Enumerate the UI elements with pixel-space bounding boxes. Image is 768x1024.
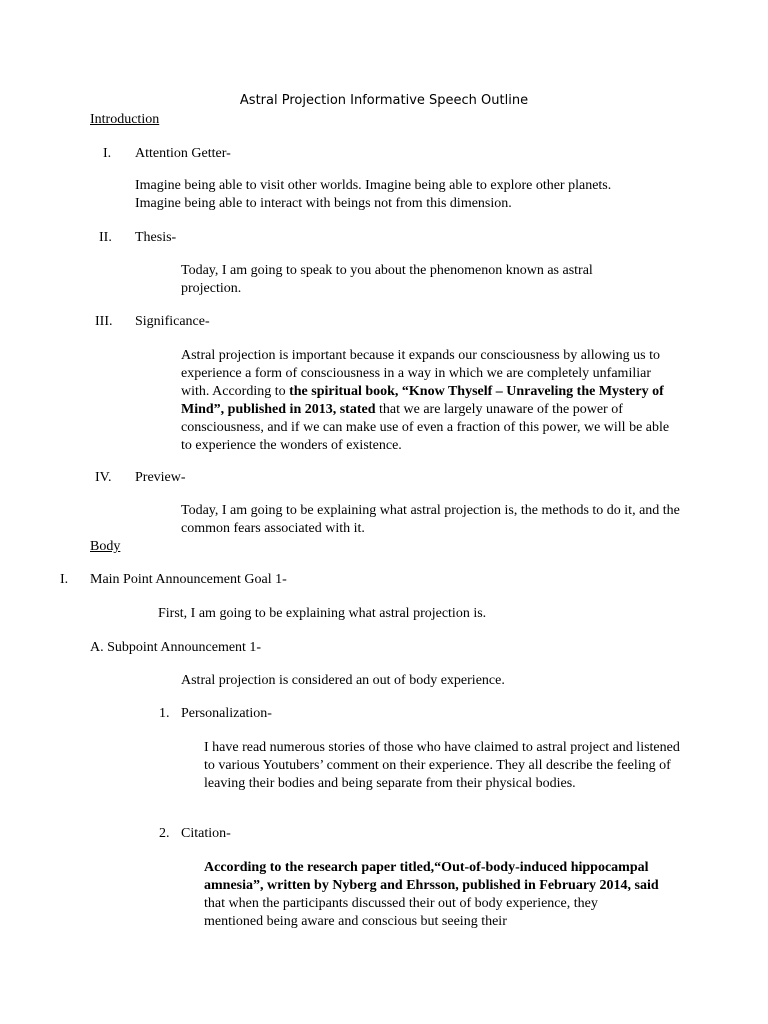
citation-label: Citation-: [181, 826, 231, 841]
subpoint-label: A. Subpoint Announcement 1-: [90, 640, 262, 655]
preview-label: Preview-: [135, 470, 186, 485]
citation-text-rest: that when the participants discussed their out of body experience, they mentioned being aware and conscious but seeing their: [204, 896, 598, 929]
significance-text-conclusion: that we are largely unaware of the power of consciousness, and if we can make use of even a fraction of this power, we will be able to experience the wonders of existence.: [181, 402, 670, 453]
subpoint-text: Astral projection is considered an out of body experience.: [181, 673, 505, 688]
attention-getter-numeral: I.: [103, 146, 112, 161]
attention-getter-text: Imagine being able to visit other worlds. Imagine being able to explore other planets. Imagine being able to interact with beings not from this dimension.: [135, 178, 612, 211]
thesis-text: Today, I am going to speak to you about the phenomenon known as astral projection.: [181, 263, 593, 296]
personalization-number: 1.: [159, 706, 170, 721]
significance-numeral: III.: [95, 314, 113, 329]
thesis-label: Thesis-: [135, 230, 177, 245]
significance-book-citation: the spiritual book, “Know Thyself – Unraveling the Mystery of Mind”, published in 2013, stated: [181, 384, 664, 417]
citation-research-paper: According to the research paper titled,“Out-of-body-induced hippocampal amnesia”, written by Nyberg and Ehrsson, published in February 2014, said: [204, 860, 659, 893]
personalization-text: I have read numerous stories of those who have claimed to astral project and listened to various Youtubers’ comment on their experience. They all describe the feeling of leaving their bodies and being separate from their physical bodies.: [204, 740, 680, 791]
preview-text: Today, I am going to be explaining what astral projection is, the methods to do it, and the common fears associated with it.: [181, 503, 680, 536]
preview-numeral: IV.: [95, 470, 112, 485]
thesis-numeral: II.: [99, 230, 112, 245]
main-point-numeral: I.: [60, 572, 69, 587]
main-point-label: Main Point Announcement Goal 1-: [90, 572, 287, 587]
citation-number: 2.: [159, 826, 170, 841]
personalization-label: Personalization-: [181, 706, 272, 721]
body-heading: Body: [90, 539, 121, 554]
significance-text-intro: Astral projection is important because it expands our consciousness by allowing us to experience a form of consciousness in a way in which we are completely unfamiliar with. According to: [181, 348, 661, 399]
introduction-heading: Introduction: [90, 112, 160, 127]
document-title: Astral Projection Informative Speech Outline: [239, 93, 529, 108]
main-point-text: First, I am going to be explaining what astral projection is.: [158, 606, 487, 621]
citation-text: [204, 859, 660, 931]
attention-getter-label: Attention Getter-: [135, 146, 231, 161]
significance-text: [181, 347, 677, 455]
significance-label: Significance-: [135, 314, 210, 329]
